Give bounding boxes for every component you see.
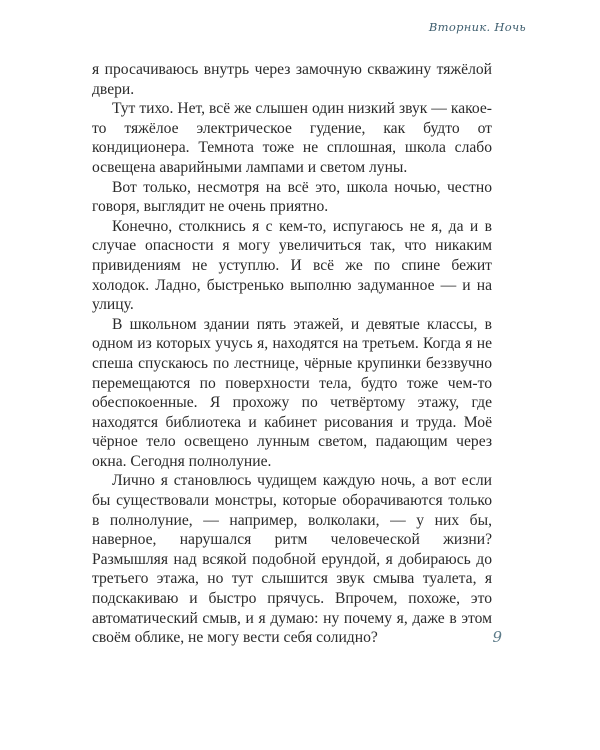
text-block xyxy=(92,60,492,648)
paragraph-4: Конечно, столкнись я с кем-то, испугаюсь не я, да и в случае опасности я могу увеличиться так, что никаким привидениям не уступлю. И всё же по спине бежит холодок. Ладно, быстренько выполню задуманное — и на улицу. xyxy=(92,217,492,314)
running-head: Вторник. Ночь xyxy=(428,20,526,34)
page-number: 9 xyxy=(492,628,502,646)
paragraph-1: я просачиваюсь внутрь через замочную скважину тяжёлой двери. xyxy=(92,61,492,98)
paragraph-2: Тут тихо. Нет, всё же слышен один низкий звук — какое-то тяжёлое электрическое гудение, как будто от кондиционера. Темнота тоже не сплошная, школа слабо освещена аварийными лампами и светом луны. xyxy=(92,100,492,176)
paragraph-3: Вот только, несмотря на всё это, школа ночью, честно говоря, выглядит не очень приятно. xyxy=(92,178,492,216)
paragraph-6: Лично я становлюсь чудищем каждую ночь, а вот если бы существовали монстры, которые оборачиваются только в полнолуние, — например, волколаки, — у них бы, наверное, нарушался ритм человеческой жизни? Размышляя над всякой подобной ерундой, я добираюсь до третьего этажа, но тут слышится звук смыва туалета, я подскакиваю и быстро прячусь. Впрочем, похоже, это автоматический смыв, и я думаю: ну почему я, даже в этом своём облике, не могу вести себя солидно? xyxy=(92,472,492,647)
paragraph-5: В школьном здании пять этажей, и девятые классы, в одном из которых учусь я, находятся на третьем. Когда я не спеша спускаюсь по лестнице, чёрные крупинки беззвучно перемещаются по поверхности тела, будто тоже чем-то обеспокоенные. Я прохожу по четвёртому этажу, где находятся библиотека и кабинет рисования и труда. Моё чёрное тело освещено лунным светом, падающим через окна. Сегодня полнолуние. xyxy=(92,315,492,470)
